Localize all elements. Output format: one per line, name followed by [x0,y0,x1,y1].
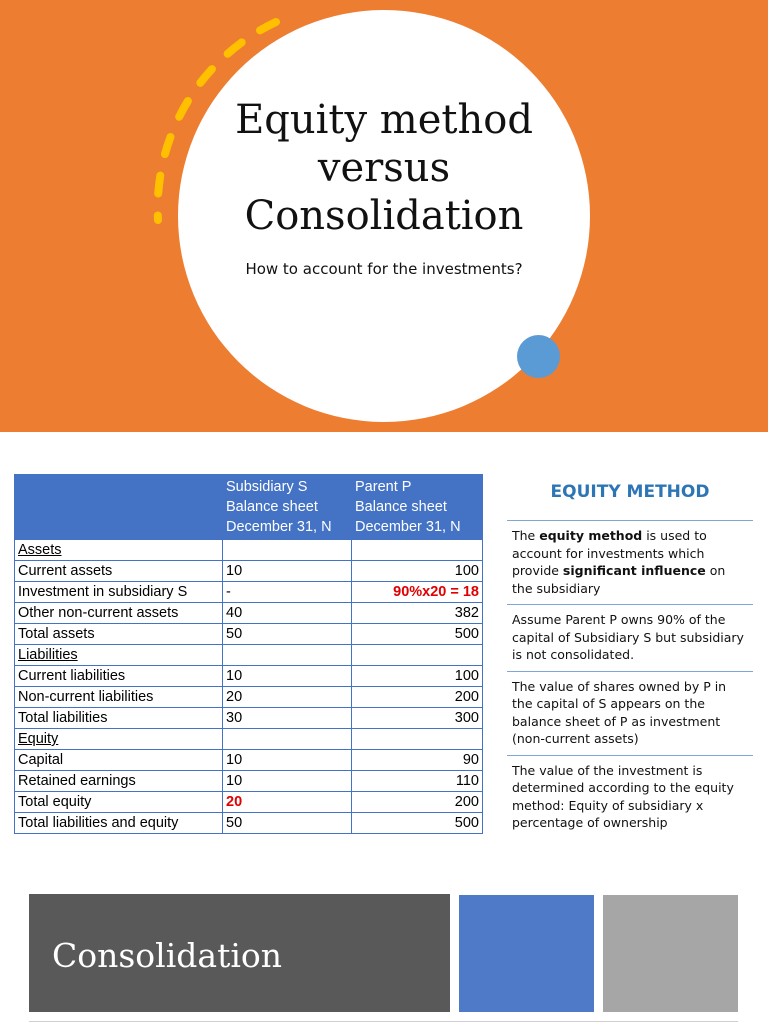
table-header-row [15,475,483,540]
table-row: Total assets 50 500 [15,624,483,645]
title-slide [0,0,768,432]
equity-method-note-3: The value of shares owned by P in the capital of S appears on the balance sheet of P as investment (non-current assets) [507,672,753,756]
header-blank-cell [15,475,223,540]
table-row [15,645,483,666]
table-row: Other non-current assets 40 382 [15,603,483,624]
table-row: Current assets 10 100 [15,561,483,582]
balance-sheet-table [14,474,483,834]
section-label-liabilities: Liabilities [15,645,223,666]
table-row: Investment in subsidiary S - 90%x20 = 18 [15,582,483,603]
investment-calculation-value: 90%x20 = 18 [352,582,483,603]
header-parent-p: Parent P Balance sheet December 31, N [352,475,483,540]
table-row: Non-current liabilities 20 200 [15,687,483,708]
slide-title [178,96,590,240]
equity-method-heading: EQUITY METHOD [507,474,753,521]
equity-method-panel [507,474,753,839]
table-row: Total equity 20 200 [15,792,483,813]
consolidation-title: Consolidation [52,936,283,975]
table-row: Total liabilities 30 300 [15,708,483,729]
gray-accent-box [603,895,738,1012]
blue-accent-box [459,895,594,1012]
equity-method-note-2: Assume Parent P owns 90% of the capital of Subsidiary S but subsidiary is not consolidated. [507,605,753,672]
header-subsidiary-s: Subsidiary S Balance sheet December 31, N [223,475,352,540]
table-row [15,729,483,750]
title-line-1: Equity method [235,97,533,143]
blue-dot-decoration [517,335,560,378]
section-label-assets: Assets [15,540,223,561]
title-line-2: versus [317,145,451,191]
table-row: Retained earnings 10 110 [15,771,483,792]
title-line-3: Consolidation [244,193,524,239]
table-row: Current liabilities 10 100 [15,666,483,687]
table-row [15,540,483,561]
table-row: Total liabilities and equity 50 500 [15,813,483,834]
consolidation-slide [0,866,768,1024]
equity-method-note-4: The value of the investment is determined according to the equity method: Equity of subsidiary x percentage of ownership [512,762,734,830]
slide-subtitle: How to account for the investments? [245,260,523,278]
equity-method-note-1: The equity method is used to account for investments which provide significant influence on the subsidiary [507,521,753,605]
divider-line [29,1021,738,1022]
section-label-equity: Equity [15,729,223,750]
table-row: Capital 10 90 [15,750,483,771]
subsidiary-total-equity-value: 20 [223,792,352,813]
balance-sheet-table-container [14,474,483,834]
